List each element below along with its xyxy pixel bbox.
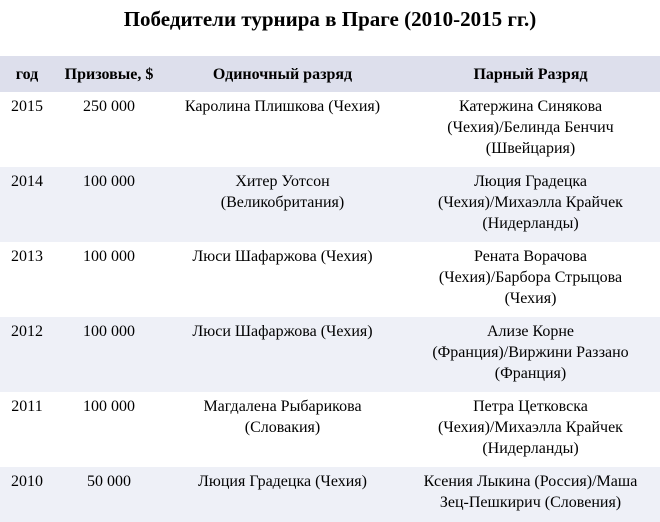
cell-doubles xyxy=(401,92,660,167)
doubles-line: Петра Цетковска xyxy=(473,398,588,415)
table-row xyxy=(0,167,660,242)
cell-prize: 100 000 xyxy=(54,392,164,467)
doubles-line: Ксения Лыкина (Россия)/Маша xyxy=(423,473,638,490)
table-row xyxy=(0,242,660,317)
header-singles: Одиночный разряд xyxy=(164,56,401,92)
doubles-line: (Франция) xyxy=(494,365,567,382)
cell-prize: 250 000 xyxy=(54,92,164,167)
cell-year: 2010 xyxy=(0,467,54,522)
doubles-line: (Чехия) xyxy=(504,290,557,307)
table-row xyxy=(0,92,660,167)
table-row xyxy=(0,467,660,522)
singles-line: Магдалена Рыбарикова xyxy=(203,398,362,415)
cell-doubles xyxy=(401,167,660,242)
cell-year: 2014 xyxy=(0,167,54,242)
header-row xyxy=(0,56,660,92)
doubles-line: (Чехия)/Михаэлла Крайчек xyxy=(438,194,623,211)
doubles-line: Зец-Пешкирич (Словения) xyxy=(439,494,622,511)
header-year: год xyxy=(0,56,54,92)
doubles-line: Рената Ворачова xyxy=(474,248,587,265)
table-row xyxy=(0,317,660,392)
singles-line: Люси Шафаржова (Чехия) xyxy=(192,248,373,265)
singles-line: Люси Шафаржова (Чехия) xyxy=(192,323,373,340)
header-doubles: Парный Разряд xyxy=(401,56,660,92)
singles-line: (Словакия) xyxy=(244,419,321,436)
doubles-line: (Чехия)/Белинда Бенчич xyxy=(447,119,614,136)
table-row xyxy=(0,392,660,467)
doubles-line: Люция Градецка xyxy=(473,173,588,190)
table-body xyxy=(0,92,660,522)
singles-line: (Великобритания) xyxy=(220,194,345,211)
doubles-line: (Франция)/Виржини Раззано xyxy=(432,344,629,361)
cell-doubles xyxy=(401,242,660,317)
doubles-line: (Нидерланды) xyxy=(482,215,579,232)
cell-doubles xyxy=(401,392,660,467)
header-prize: Призовые, $ xyxy=(54,56,164,92)
cell-doubles xyxy=(401,467,660,522)
cell-year: 2013 xyxy=(0,242,54,317)
cell-year: 2015 xyxy=(0,92,54,167)
doubles-line: Катержина Синякова xyxy=(458,98,603,115)
cell-singles xyxy=(164,317,401,392)
doubles-line: (Швейцария) xyxy=(485,140,576,157)
cell-singles xyxy=(164,167,401,242)
cell-singles xyxy=(164,92,401,167)
singles-line: Люция Градецка (Чехия) xyxy=(198,473,367,490)
cell-year: 2011 xyxy=(0,392,54,467)
doubles-line: (Чехия)/Барбора Стрыцова xyxy=(438,269,623,286)
cell-doubles xyxy=(401,317,660,392)
singles-line: Хитер Уотсон xyxy=(235,173,330,190)
table-header xyxy=(0,56,660,92)
singles-line: Каролина Плишкова (Чехия) xyxy=(184,98,381,115)
cell-prize: 100 000 xyxy=(54,167,164,242)
page-title: Победители турнира в Праге (2010-2015 гг.) xyxy=(123,7,537,31)
cell-prize: 100 000 xyxy=(54,242,164,317)
cell-prize: 50 000 xyxy=(54,467,164,522)
winners-table xyxy=(0,56,660,522)
cell-singles xyxy=(164,242,401,317)
cell-singles xyxy=(164,467,401,522)
doubles-line: (Чехия)/Михаэлла Крайчек xyxy=(438,419,623,436)
cell-singles xyxy=(164,392,401,467)
doubles-line: Ализе Корне xyxy=(486,323,575,340)
doubles-line: (Нидерланды) xyxy=(482,440,579,457)
cell-prize: 100 000 xyxy=(54,317,164,392)
cell-year: 2012 xyxy=(0,317,54,392)
